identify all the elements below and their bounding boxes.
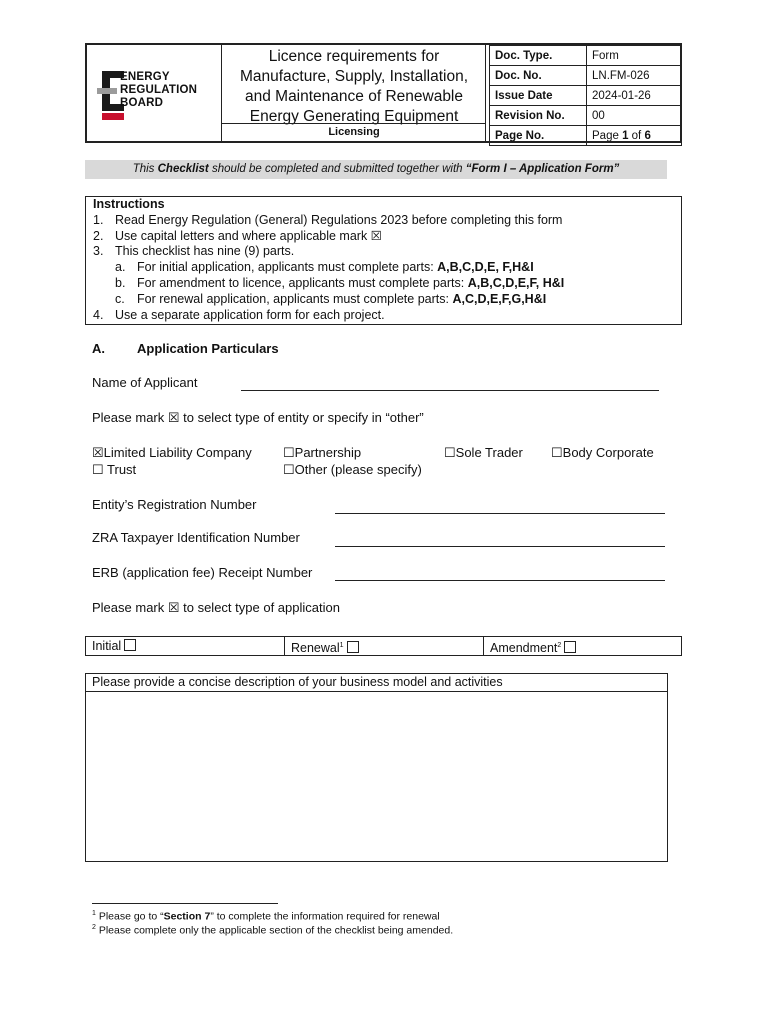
meta-label: Revision No. [490,106,587,126]
instruction-item: 3. This checklist has nine (9) parts. [93,244,295,259]
meta-row [490,86,682,106]
renewal-checkbox[interactable] [347,641,359,653]
entity-option-partnership[interactable]: ☐Partnership [283,445,362,460]
document-category: Licensing [222,123,486,141]
tpin-label: ZRA Taxpayer Identification Number [92,530,300,545]
application-type-amendment[interactable]: Amendment$^2$ [484,637,681,655]
application-type-renewal[interactable]: Renewal$^1$ [285,637,484,655]
title-cell [222,45,486,141]
meta-label: Doc. No. [490,66,587,86]
entity-option-sole-trader[interactable]: ☐Sole Trader [444,445,523,460]
document-title: Licence requirements for Manufacture, Supply, Installation, and Maintenance of Renewable Energy Generating Equipment [239,48,469,125]
business-description-field[interactable] [86,692,667,861]
receipt-number-label: ERB (application fee) Receipt Number [92,565,313,580]
footnote-2: $^2$ Please complete only the applicable section of the checklist being amended. [92,924,454,937]
instruction-item: 1. Read Energy Regulation (General) Regulations 2023 before completing this form [93,212,563,227]
meta-label: Page No. [490,126,587,146]
applicant-name-label: Name of Applicant [92,375,198,390]
entity-type-prompt: Please mark ☒ to select type of entity or specify in “other” [92,410,424,425]
section-a-letter: A. [92,341,105,356]
meta-value: LN.FM-026 [587,66,682,86]
business-description-box [85,673,668,862]
instructions-title: Instructions [93,197,165,211]
instruction-item: 4. Use a separate application form for each project. [93,307,385,322]
receipt-number-field[interactable] [335,580,665,581]
section-a-title: Application Particulars [137,341,279,356]
logo-cell [87,45,222,141]
meta-label: Doc. Type. [490,46,587,66]
applicant-name-field[interactable] [241,390,659,391]
application-type-prompt: Please mark ☒ to select type of application [92,600,340,615]
page-number: Page 1 of 6 [587,126,682,146]
logo-wordmark: ENERGY REGULATION BOARD [120,71,198,109]
document-meta-table [489,45,682,146]
instruction-subitem: b. For amendment to licence, applicants must complete parts: A,B,C,D,E,F, H&I [115,275,565,290]
document-header [85,43,682,143]
instructions-box [85,196,682,325]
tpin-field[interactable] [335,546,665,547]
instruction-subitem: a. For initial application, applicants must complete parts: A,B,C,D,E, F,H&I [115,260,534,275]
meta-value: 00 [587,106,682,126]
checklist-banner: This Checklist should be completed and submitted together with “Form I – Application Form” [85,160,667,179]
registration-number-field[interactable] [335,513,665,514]
entity-option-other[interactable]: ☐Other (please specify) [283,462,422,477]
footnote-1: $^1$ Please go to “Section 7” to complete the information required for renewal [92,910,440,923]
meta-value: 2024-01-26 [587,86,682,106]
meta-row [490,126,682,146]
meta-value: Form [587,46,682,66]
registration-number-label: Entity’s Registration Number [92,497,257,512]
initial-checkbox[interactable] [124,639,136,651]
meta-label: Issue Date [490,86,587,106]
amendment-checkbox[interactable] [564,641,576,653]
meta-row [490,46,682,66]
instruction-item: 2. Use capital letters and where applicable mark ☒ [93,228,382,243]
entity-option-body-corporate[interactable]: ☐Body Corporate [551,445,654,460]
footnote-divider [92,903,278,904]
instruction-subitem: c. For renewal application, applicants must complete parts: A,C,D,E,F,G,H&I [115,291,547,306]
entity-option-trust[interactable]: ☐ Trust [92,462,137,477]
meta-row [490,66,682,86]
application-type-row [85,636,682,656]
application-type-initial[interactable]: Initial [86,637,285,655]
meta-row [490,106,682,126]
business-description-label: Please provide a concise description of your business model and activities [86,674,667,692]
entity-option-llc[interactable]: ☒Limited Liability Company [92,445,252,460]
